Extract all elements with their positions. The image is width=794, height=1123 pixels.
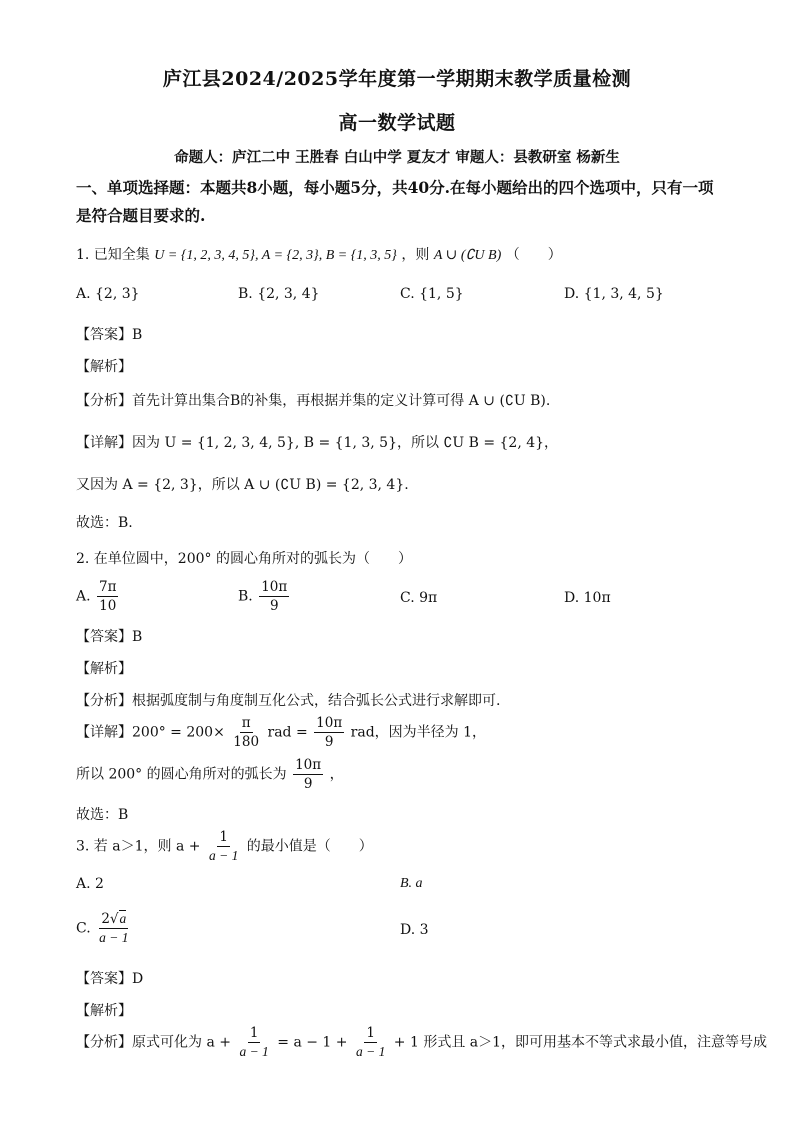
q3-option-d: D. 3: [400, 922, 429, 938]
q1-detail-1: 【详解】因为 U = {1, 2, 3, 4, 5}, B = {1, 3, 5}，所以 ∁U B = {2, 4}，: [76, 435, 559, 451]
q1-stem-paren: （ ）: [505, 247, 562, 263]
fraction-numerator: 1: [249, 1025, 259, 1041]
fraction-numerator: π: [241, 715, 251, 731]
sqrt-radicand: a: [119, 911, 127, 926]
fraction-denominator: a − 1: [208, 848, 239, 863]
q1-option-d: D. {1, 3, 4, 5}: [564, 286, 664, 302]
q2-option-a-letter: A.: [76, 588, 91, 605]
q1-choose: 故选：B.: [76, 515, 133, 531]
q3-fenxi: [76, 1024, 767, 1061]
section-heading: 一、单项选择题：本题共8小题，每小题5分，共40分.在每小题给出的四个选项中，只有一项是符合题目要求的.: [76, 178, 714, 225]
q1-answer: 【答案】B: [76, 327, 143, 343]
q3-option-c-letter: C.: [76, 920, 91, 937]
fraction-denominator: 180: [233, 734, 260, 750]
q1-detail-2: 又因为 A = {2, 3}，所以 A ∪ (∁U B) = {2, 3, 4}.: [76, 477, 409, 493]
q3-fenxi-fraction-2: [354, 1024, 387, 1061]
q2-option-a: [76, 578, 120, 615]
q2-option-d: [564, 590, 611, 606]
q2-detail: [76, 714, 486, 751]
q2-fenxi: 【分析】根据弧度制与角度制互化公式，结合弧长公式进行求解即可.: [76, 693, 501, 709]
fraction-denominator: a − 1: [355, 1044, 386, 1059]
q3-option-b: B. a: [400, 876, 423, 891]
q1-option-c: C. {1, 5}: [400, 286, 464, 302]
q2-option-b-letter: B.: [238, 588, 253, 605]
q3-option-a: A. 2: [76, 876, 104, 892]
q1-option-a: A. {2, 3}: [76, 286, 140, 302]
fraction-numerator: 10π: [261, 579, 288, 595]
q1-analysis-label: 【解析】: [76, 359, 132, 375]
q2-option-d-letter: D.: [564, 590, 580, 606]
fraction-denominator: a − 1: [239, 1044, 269, 1059]
q2-option-c: [400, 590, 437, 606]
fraction-denominator: 9: [303, 776, 313, 792]
fraction-denominator: 9: [324, 734, 334, 750]
fraction-denominator: a − 1: [99, 930, 129, 945]
q3-stem-prefix: 3. 若 a＞1，则 a +: [76, 838, 201, 855]
q3-stem-fraction: [207, 828, 240, 865]
q2-answer: 【答案】B: [76, 629, 143, 645]
fraction-numerator: 1: [219, 829, 228, 845]
q3-stem: [76, 828, 373, 865]
q2-option-b-fraction: [259, 578, 289, 615]
q2-conclusion: [76, 756, 344, 793]
fraction-numerator: 10π: [295, 757, 322, 773]
q2-detail-suffix: rad，因为半径为 1，: [350, 724, 487, 741]
q2-option-c-value: 9π: [419, 590, 438, 606]
q3-fenxi-suffix: + 1 形式且 a＞1，即可用基本不等式求最小值，注意等号成: [393, 1034, 768, 1051]
q2-option-b: [238, 578, 291, 615]
fraction-denominator: 9: [269, 598, 279, 614]
fraction-numerator: 2√a: [101, 911, 127, 927]
q2-option-a-fraction: [97, 578, 118, 615]
q2-conclusion-suffix: ，: [329, 766, 344, 783]
q1-stem-prefix: 1. 已知全集: [76, 247, 150, 263]
authors-line: 命题人：庐江二中 王胜春 白山中学 夏友才 审题人：县教研室 杨新生: [174, 149, 620, 166]
sqrt-coefficient: 2: [101, 911, 110, 927]
q2-conclusion-prefix: 所以 200° 的圆心角所对的弧长为: [76, 766, 287, 783]
q3-fenxi-prefix: 【分析】原式可化为 a +: [76, 1034, 231, 1051]
q3-analysis-label: 【解析】: [76, 1003, 132, 1019]
fraction-numerator: 7π: [99, 579, 117, 595]
q2-detail-fraction-1: [231, 714, 261, 751]
q2-option-c-letter: C.: [400, 590, 415, 606]
fraction-numerator: 1: [366, 1025, 375, 1041]
q3-option-c-fraction: [97, 910, 130, 947]
q1-stem-expression: A ∪ (∁U B): [433, 248, 502, 263]
q3-fenxi-fraction-1: [237, 1024, 270, 1061]
fraction-numerator: 10π: [316, 715, 343, 731]
q1-option-b: B. {2, 3, 4}: [238, 286, 320, 302]
exam-title: 庐江县2024/2025学年度第一学期期末教学质量检测: [162, 68, 632, 90]
q3-stem-suffix: 的最小值是（ ）: [246, 838, 373, 855]
q2-detail-fraction-2: [314, 714, 344, 751]
q2-detail-prefix: 【详解】200° = 200×: [76, 724, 225, 741]
q2-detail-mid: rad =: [267, 724, 308, 741]
q1-stem: [76, 244, 562, 264]
q2-option-d-value: 10π: [583, 590, 611, 606]
q2-analysis-label: 【解析】: [76, 661, 132, 677]
q1-fenxi: 【分析】首先计算出集合B的补集，再根据并集的定义计算可得 A ∪ (∁U B).: [76, 393, 551, 409]
q2-conclusion-fraction: [293, 756, 323, 793]
q2-stem: 2. 在单位圆中，200° 的圆心角所对的弧长为（ ）: [76, 551, 412, 567]
q3-fenxi-mid: = a − 1 +: [277, 1034, 348, 1051]
q3-answer: 【答案】D: [76, 971, 144, 987]
fraction-denominator: 10: [99, 598, 117, 614]
q1-stem-mid: ，则: [401, 247, 430, 263]
q2-choose: 故选：B: [76, 807, 129, 823]
exam-subtitle: 高一数学试题: [338, 112, 456, 134]
q1-stem-sets: U = {1, 2, 3, 4, 5}, A = {2, 3}, B = {1, 3, 5}: [154, 248, 397, 263]
q3-option-c: [76, 910, 133, 947]
